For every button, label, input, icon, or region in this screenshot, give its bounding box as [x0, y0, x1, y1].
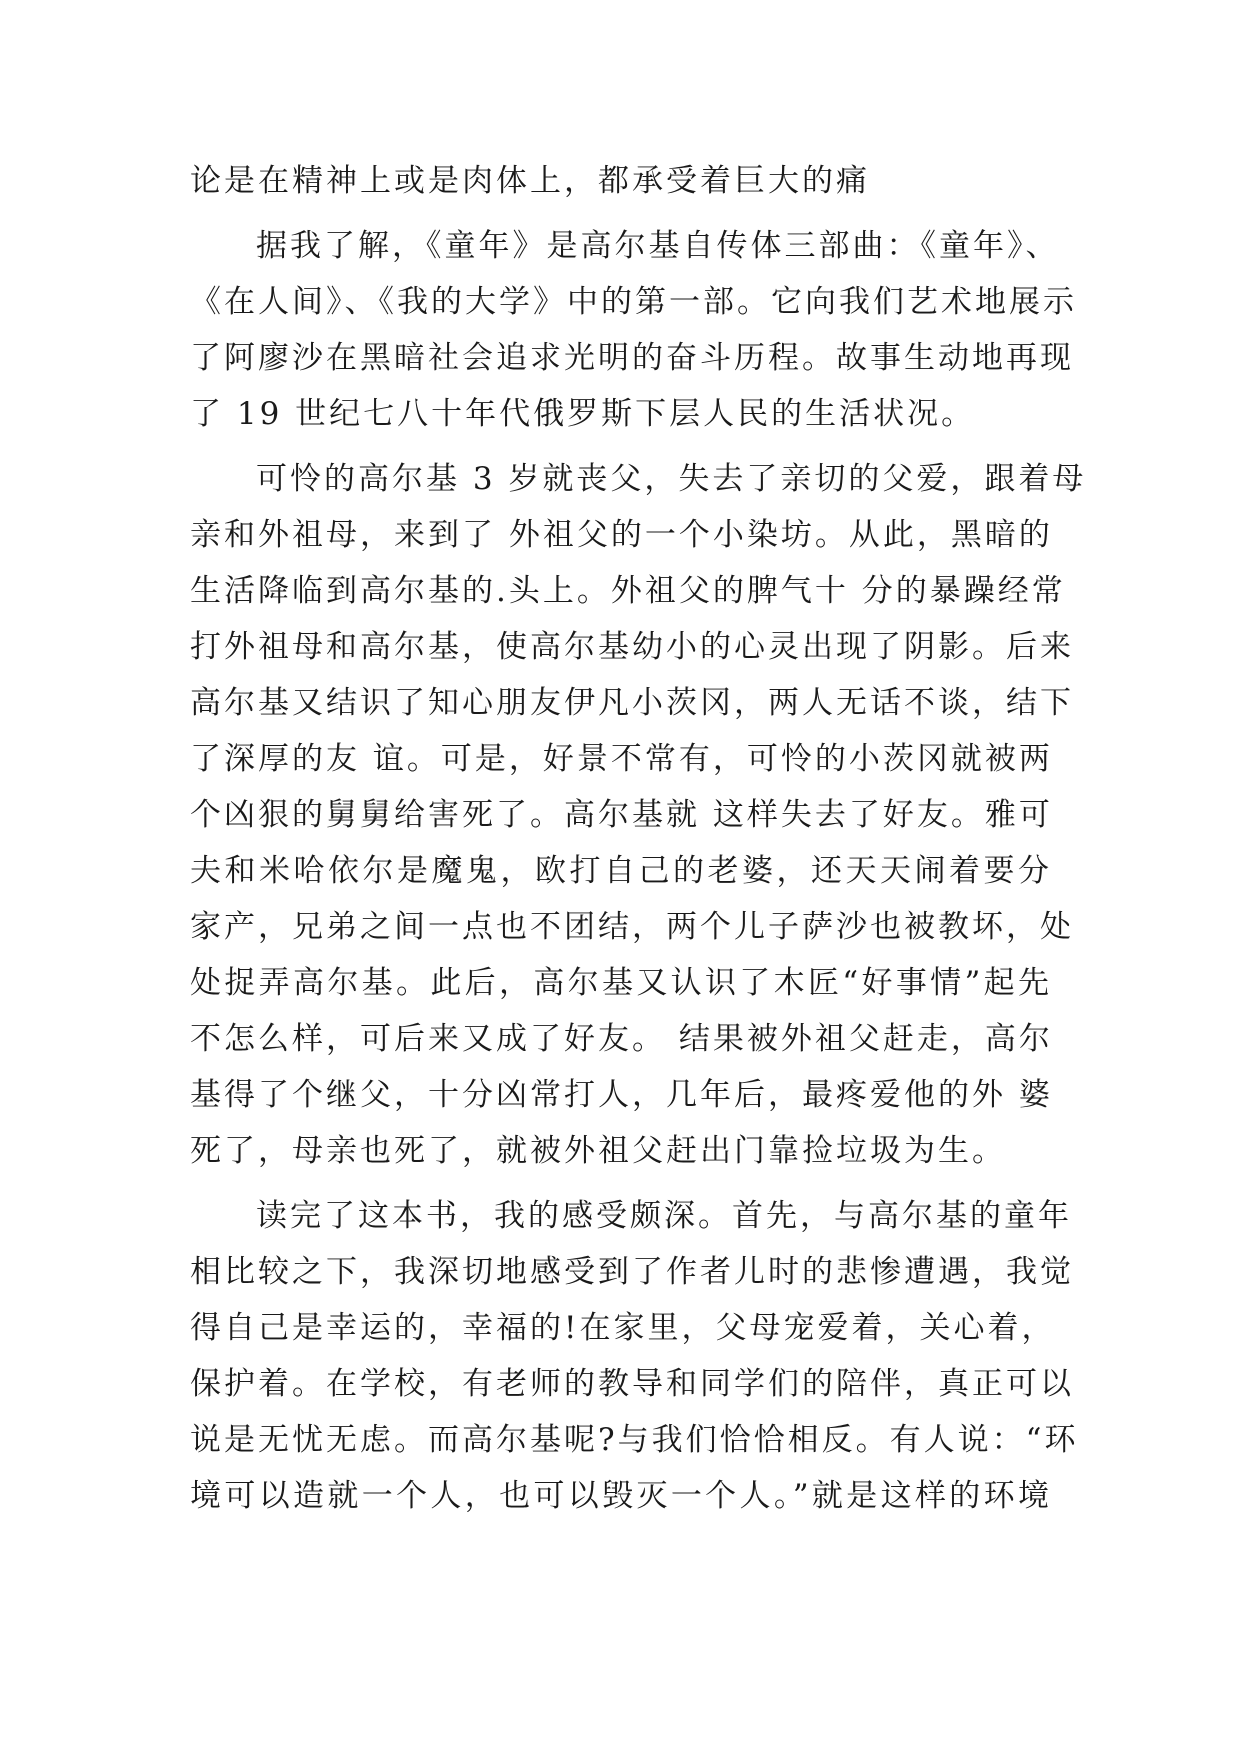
- text-line: 据我了解，《童年》是高尔基自传体三部曲：《童年》、: [256, 228, 1060, 264]
- text-line: 了深厚的友 谊。可是，好景不常有，可怜的小茨冈就被两: [190, 741, 1053, 777]
- paragraph: [190, 218, 1077, 442]
- text-line: 读完了这本书，我的感受颇深。首先，与高尔基的童年: [256, 1198, 1072, 1234]
- text-line: 了阿廖沙在黑暗社会追求光明的奋斗历程。故事生动地再现: [190, 340, 1074, 376]
- paragraph: [190, 153, 1052, 209]
- paragraph: [190, 1188, 1079, 1524]
- text-line: 可怜的高尔基 3 岁就丧父，失去了亲切的父爱，跟着母: [256, 461, 1087, 497]
- text-line: 处捉弄高尔基。此后，高尔基又认识了木匠“好事情”起先: [190, 965, 1052, 1001]
- text-line: 《在人间》、《我的大学》中的第一部。它向我们艺术地展示: [190, 284, 1077, 320]
- text-line: 基得了个继父，十分凶常打人，几年后，最疼爱他的外 婆: [190, 1077, 1053, 1113]
- text-line: 不怎么样，可后来又成了好友。 结果被外祖父赶走，高尔: [190, 1021, 1053, 1057]
- text-line: 生活降临到高尔基的.头上。外祖父的脾气十 分的暴躁经常: [190, 573, 1066, 609]
- paragraph: [190, 451, 1087, 1179]
- text-line: 保护着。在学校，有老师的教导和同学们的陪伴，真正可以: [190, 1366, 1074, 1402]
- text-line: 高尔基又结识了知心朋友伊凡小茨冈，两人无话不谈，结下: [190, 685, 1074, 721]
- text-line: 夫和米哈依尔是魔鬼，欧打自己的老婆，还天天闹着要分: [190, 853, 1052, 889]
- text-line: 说是无忧无虑。而高尔基呢?与我们恰恰相反。有人说：“环: [190, 1422, 1079, 1458]
- text-line: 相比较之下，我深切地感受到了作者儿时的悲惨遭遇，我觉: [190, 1254, 1074, 1290]
- text-line: 个凶狠的舅舅给害死了。高尔基就 这样失去了好友。雅可: [190, 797, 1053, 833]
- text-line: 了 19 世纪七八十年代俄罗斯下层人民的生活状况。: [190, 396, 976, 432]
- text-line: 打外祖母和高尔基，使高尔基幼小的心灵出现了阴影。后来: [190, 629, 1074, 665]
- text-line: 亲和外祖母，来到了 外祖父的一个小染坊。从此，黑暗的: [190, 517, 1053, 553]
- text-line: 境可以造就一个人，也可以毁灭一个人。”就是这样的环境: [190, 1478, 1052, 1514]
- body-text: [190, 153, 1087, 1524]
- text-line: 得自己是幸运的，幸福的!在家里，父母宠爱着，关心着，: [190, 1310, 1056, 1346]
- text-line: 论是在精神上或是肉体上，都承受着巨大的痛: [190, 163, 870, 199]
- text-line: 死了，母亲也死了，就被外祖父赶出门靠捡垃圾为生。: [190, 1133, 1006, 1169]
- text-line: 家产，兄弟之间一点也不团结，两个儿子萨沙也被教坏，处: [190, 909, 1074, 945]
